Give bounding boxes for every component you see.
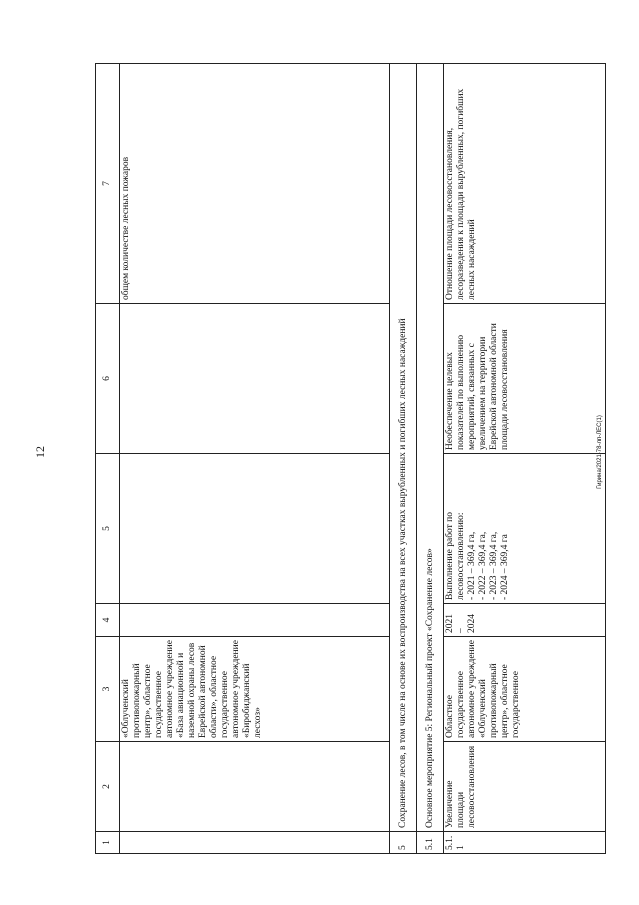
results-title: Выполнение работ по лесовосстановлению:: [445, 511, 466, 600]
results-item: - 2021 – 369,4 га,: [467, 531, 477, 600]
data-cell-indicator: Отношение площади лесовосстановления, лесоразведения к площади вырубленных, погибших лесных насаждений: [444, 64, 606, 304]
data-row: [444, 64, 606, 854]
header-cell-1: 1: [96, 832, 120, 854]
page-number: 12: [33, 446, 47, 458]
cont-cell-4: [120, 604, 390, 637]
header-cell-5: 5: [96, 454, 120, 604]
header-cell-2: 2: [96, 742, 120, 832]
header-cell-4: 4: [96, 604, 120, 637]
results-item: - 2023 – 369,4 га,: [489, 531, 499, 600]
data-cell-period: 2021 – 2024: [444, 604, 606, 637]
header-cell-3: 3: [96, 637, 120, 742]
rotated-table-sheet: [95, 64, 585, 854]
data-cell-consequences: Необеспечение целевых показателей по выполнению мероприятий, связанных с увеличением на территории Еврейской автономной области площади лесовосстановления: [444, 304, 606, 454]
section-number: 5: [390, 832, 417, 854]
header-cell-6: 6: [96, 304, 120, 454]
header-row: [96, 64, 120, 854]
cont-cell-7: общем количестве лесных пожаров: [120, 64, 390, 304]
document-stamp: Гирина/2021-78-лп-ЛЕС(1): [597, 415, 603, 489]
main-event-number: 5.1: [417, 832, 444, 854]
rotated-table-inner: [95, 64, 585, 854]
data-cell-executor: Областное государственное автономное учреждение «Облученский противопожарный центр», областное государственное: [444, 637, 606, 742]
main-event-title: Основное мероприятие 5: Региональный проект «Сохранение лесов»: [417, 64, 444, 832]
data-cell-name: Увеличение площади лесовосстановления: [444, 742, 606, 832]
data-cell-number: 5.1.1: [444, 832, 606, 854]
cont-cell-5: [120, 454, 390, 604]
section-title: Сохранение лесов, в том числе на основе их воспроизводства на всех участках вырубленных и погибших лесных насаждений: [390, 64, 417, 832]
results-item: - 2022 – 369,4 га,: [478, 531, 488, 600]
data-cell-results: [444, 454, 606, 604]
main-event-row: [417, 64, 444, 854]
cont-cell-3: «Облученский противопожарный центр», областное государственное автономное учреждение «База авиационной и наземной охраны лесов Еврейской автономной области», областное государственное автономное учреждение «Биробиджанский лесхоз»: [120, 637, 390, 742]
cont-cell-2: [120, 742, 390, 832]
cont-cell-6: [120, 304, 390, 454]
cont-cell-1: [120, 832, 390, 854]
program-table: [95, 63, 606, 854]
section-row: [390, 64, 417, 854]
header-cell-7: 7: [96, 64, 120, 304]
results-item: - 2024 – 369,4 га: [500, 534, 510, 600]
continued-row: [120, 64, 390, 854]
